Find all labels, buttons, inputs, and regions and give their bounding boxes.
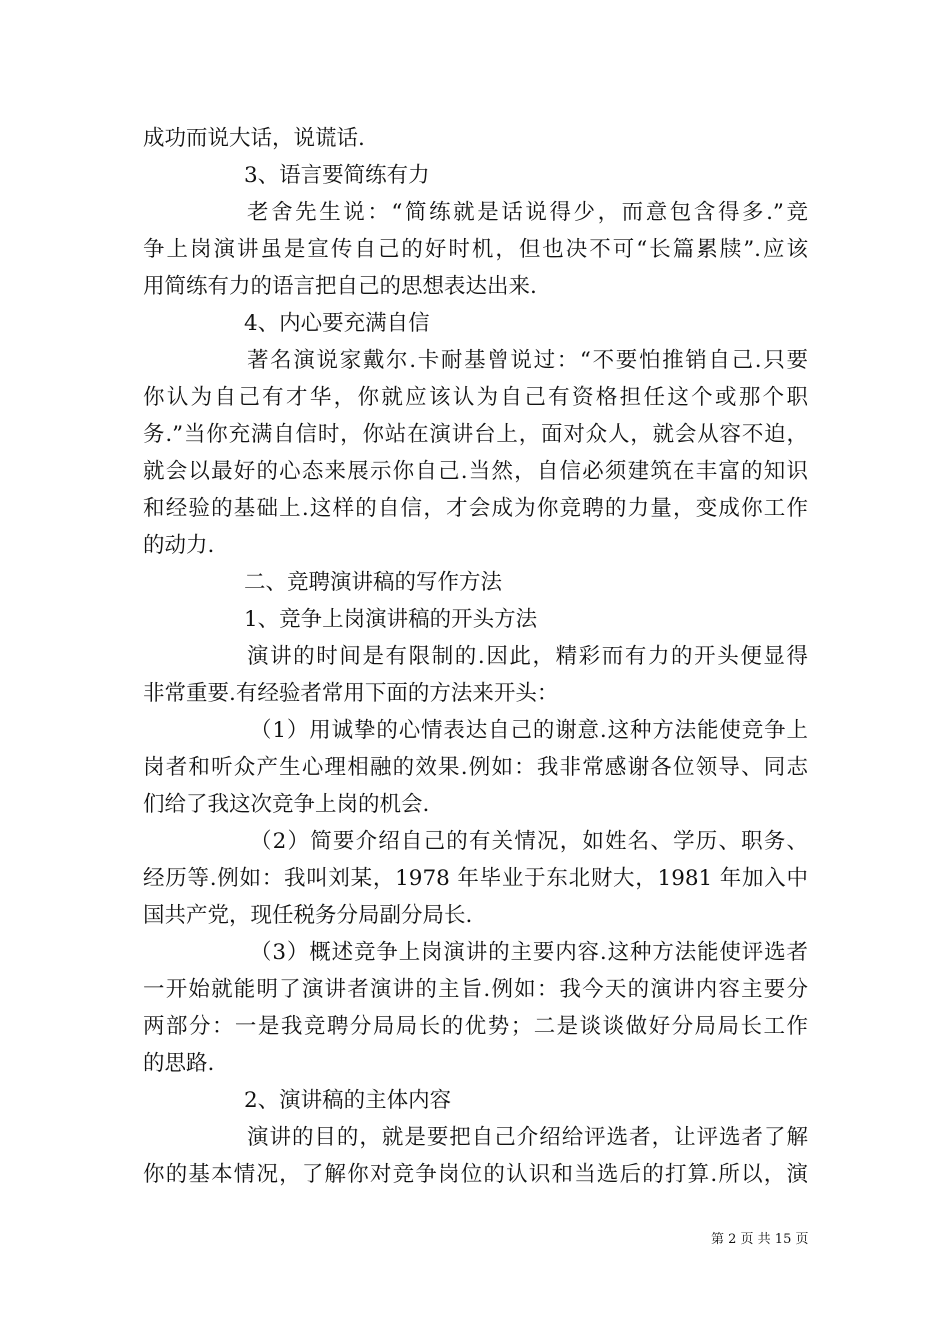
text-line: 成功而说大话，说谎话. (143, 126, 365, 151)
text-line: 的思路. (143, 1051, 215, 1076)
text-line: 你认为自己有才华，你就应该认为自己有资格担任这个或那个职 (143, 385, 808, 410)
section-heading: 二、竞聘演讲稿的写作方法 (244, 570, 503, 595)
text-line: 争上岗演讲虽是宣传自己的好时机，但也决不可“长篇累牍”.应该 (143, 237, 808, 262)
text-line: 经历等.例如：我叫刘某，1978 年毕业于东北财大，1981 年加入中 (143, 866, 808, 891)
paragraph-line: 老舍先生说：“简练就是话说得少，而意包含得多.”竞 (247, 200, 808, 225)
section-heading: 1、竞争上岗演讲稿的开头方法 (244, 607, 538, 632)
text-line: 和经验的基础上.这样的自信，才会成为你竞聘的力量，变成你工作 (143, 496, 808, 521)
text-line: 一开始就能明了演讲者演讲的主旨.例如：我今天的演讲内容主要分 (143, 977, 808, 1002)
paragraph-line: （2）简要介绍自己的有关情况，如姓名、学历、职务、 (250, 829, 808, 854)
section-heading: 3、语言要简练有力 (244, 163, 430, 188)
paragraph-line: 演讲的时间是有限制的.因此，精彩而有力的开头便显得 (247, 644, 808, 669)
text-line: 国共产党，现任税务分局副分局长. (143, 903, 473, 928)
page-number: 第 2 页 共 15 页 (711, 1232, 809, 1247)
paragraph-line: 著名演说家戴尔.卡耐基曾说过：“不要怕推销自己.只要 (247, 348, 808, 373)
text-line: 务.”当你充满自信时，你站在演讲台上，面对众人，就会从容不迫， (143, 422, 808, 447)
paragraph-line: （1）用诚挚的心情表达自己的谢意.这种方法能使竞争上 (250, 718, 808, 743)
section-heading: 2、演讲稿的主体内容 (244, 1088, 452, 1113)
text-line: 你的基本情况，了解你对竞争岗位的认识和当选后的打算.所以，演 (143, 1162, 808, 1187)
paragraph-line: （3）概述竞争上岗演讲的主要内容.这种方法能使评选者 (250, 940, 808, 965)
section-heading: 4、内心要充满自信 (244, 311, 430, 336)
text-line: 用简练有力的语言把自己的思想表达出来. (143, 274, 537, 299)
text-line: 两部分：一是我竞聘分局局长的优势；二是谈谈做好分局局长工作 (143, 1014, 808, 1039)
text-line: 的动力. (143, 533, 215, 558)
text-line: 非常重要.有经验者常用下面的方法来开头： (143, 681, 559, 706)
paragraph-line: 演讲的目的，就是要把自己介绍给评选者，让评选者了解 (247, 1125, 808, 1150)
text-line: 岗者和听众产生心理相融的效果.例如：我非常感谢各位领导、同志 (143, 755, 808, 780)
text-line: 们给了我这次竞争上岗的机会. (143, 792, 430, 817)
text-line: 就会以最好的心态来展示你自己.当然，自信必须建筑在丰富的知识 (143, 459, 808, 484)
